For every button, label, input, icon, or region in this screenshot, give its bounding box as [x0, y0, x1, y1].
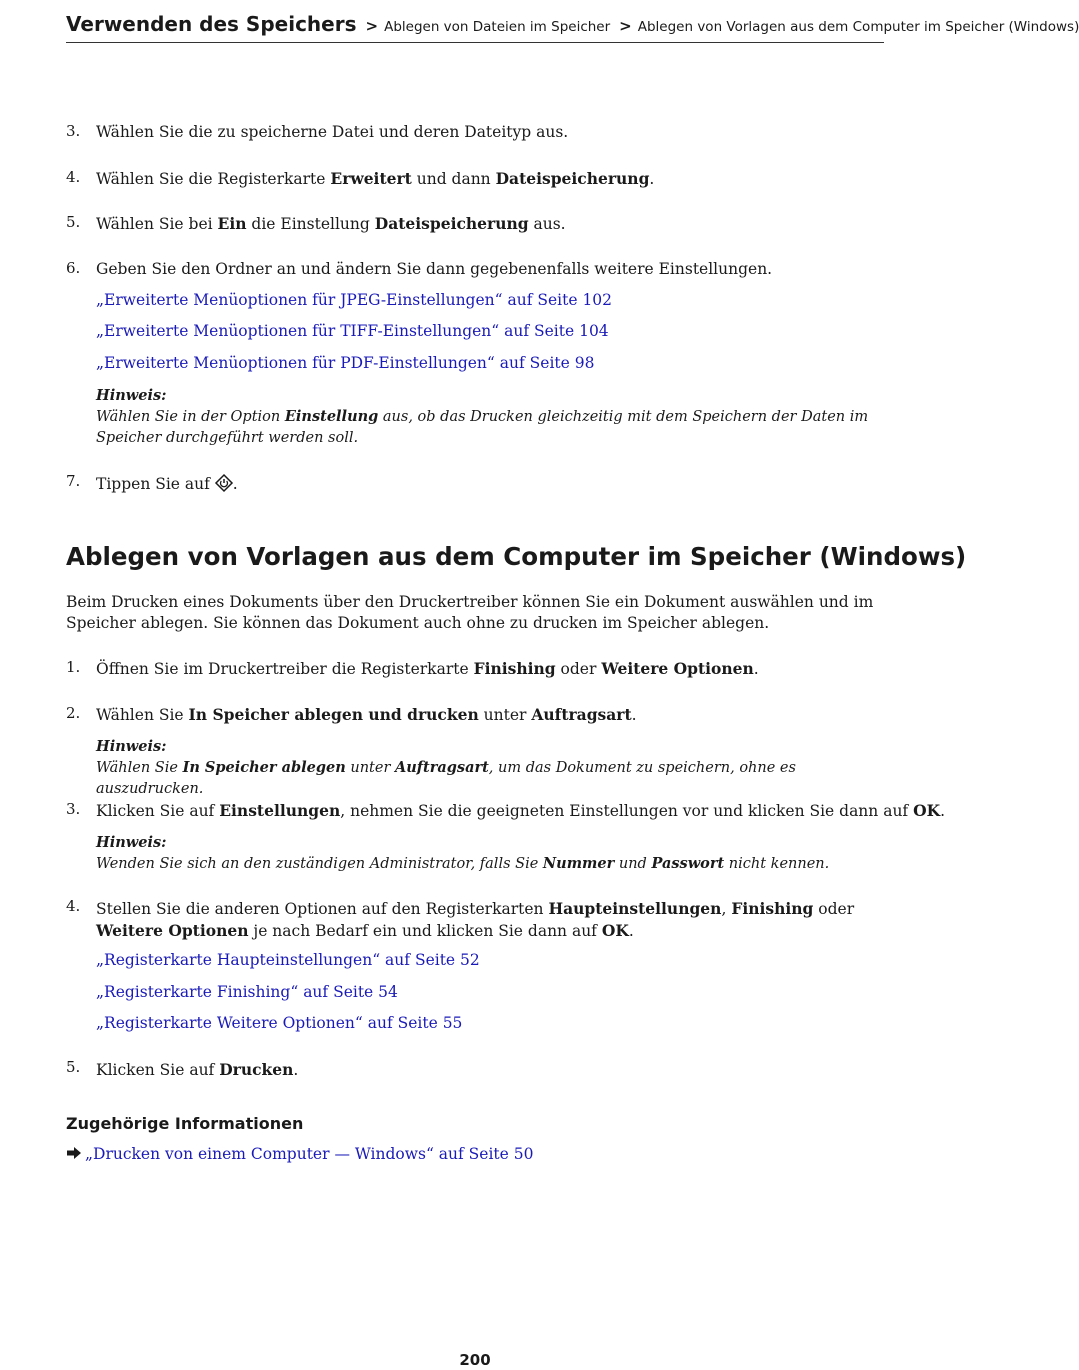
step-text: Wählen Sie die zu speicherne Datei und deren Dateityp aus.: [96, 123, 569, 141]
note-text: Wenden Sie sich an den zuständigen Administrator, falls Sie Nummer und Passwort nicht kennen.: [96, 855, 830, 872]
step-text: Wählen Sie In Speicher ablegen und drucken unter Auftragsart.: [96, 705, 637, 724]
step-text: Tippen Sie auf .: [96, 475, 238, 493]
step-number: 4.: [66, 897, 81, 915]
step-number: 3.: [66, 122, 81, 140]
link-jpeg-settings[interactable]: „Erweiterte Menüoptionen für JPEG-Einstellungen“ auf Seite 102: [96, 291, 613, 309]
step-number: 6.: [66, 259, 81, 277]
link-more-options-tab[interactable]: „Registerkarte Weitere Optionen“ auf Seite 55: [96, 1014, 463, 1032]
step-text: Öffnen Sie im Druckertreiber die Registerkarte Finishing oder Weitere Optionen.: [96, 659, 759, 678]
start-icon: [215, 474, 233, 492]
section-title: Ablegen von Vorlagen aus dem Computer im Speicher (Windows): [66, 542, 967, 571]
link-finishing-tab[interactable]: „Registerkarte Finishing“ auf Seite 54: [96, 983, 398, 1001]
related-link[interactable]: „Drucken von einem Computer — Windows“ auf Seite 50: [85, 1145, 534, 1163]
related-info-title: Zugehörige Informationen: [66, 1114, 304, 1133]
step-number: 5.: [66, 213, 81, 231]
link-pdf-settings[interactable]: „Erweiterte Menüoptionen für PDF-Einstellungen“ auf Seite 98: [96, 354, 595, 372]
breadcrumb-separator: >: [365, 17, 379, 35]
note-box: [96, 385, 876, 449]
breadcrumb-item-2[interactable]: Ablegen von Vorlagen aus dem Computer im Speicher (Windows): [637, 19, 1079, 35]
related-link-row[interactable]: [66, 1145, 534, 1163]
note-box: [96, 832, 876, 875]
note-title: Hinweis:: [96, 834, 167, 851]
link-main-settings-tab[interactable]: „Registerkarte Haupteinstellungen“ auf Seite 52: [96, 951, 480, 969]
step-text: Stellen Sie die anderen Optionen auf den Registerkarten Haupteinstellungen, Finishing oder Weitere Optionen je nach Bedarf ein und klicken Sie dann auf OK.: [96, 899, 855, 940]
breadcrumb-header: [66, 12, 1079, 43]
step-number: 7.: [66, 472, 81, 490]
arrow-right-icon: [66, 1146, 82, 1160]
page-number: 200: [459, 1351, 491, 1369]
step-number: 2.: [66, 704, 81, 722]
breadcrumb-separator: >: [619, 17, 632, 35]
step-number: 5.: [66, 1058, 81, 1076]
step-text: Klicken Sie auf Drucken.: [96, 1060, 299, 1079]
step-number: 1.: [66, 658, 81, 676]
note-box: [96, 736, 876, 800]
note-title: Hinweis:: [96, 738, 167, 755]
note-text: Wählen Sie in der Option Einstellung aus, ob das Drucken gleichzeitig mit dem Speichern der Daten im Speicher durchgeführt werden soll.: [96, 408, 869, 446]
link-tiff-settings[interactable]: „Erweiterte Menüoptionen für TIFF-Einstellungen“ auf Seite 104: [96, 322, 609, 340]
note-text: Wählen Sie In Speicher ablegen unter Auftragsart, um das Dokument zu speichern, ohne es auszudrucken.: [96, 759, 796, 797]
step-number: 4.: [66, 168, 81, 186]
note-title: Hinweis:: [96, 387, 167, 404]
step-text: Wählen Sie bei Ein die Einstellung Dateispeicherung aus.: [96, 214, 566, 233]
step-text: Klicken Sie auf Einstellungen, nehmen Sie die geeigneten Einstellungen vor und klicken Sie dann auf OK.: [96, 801, 946, 820]
breadcrumb-section[interactable]: Verwenden des Speichers: [66, 12, 357, 36]
breadcrumb-item-1[interactable]: Ablegen von Dateien im Speicher: [384, 19, 611, 35]
step-number: 3.: [66, 800, 81, 818]
intro-paragraph: Beim Drucken eines Dokuments über den Druckertreiber können Sie ein Dokument auswählen und im Speicher ablegen. Sie können das Dokument auch ohne zu drucken im Speicher ablegen.: [66, 593, 874, 632]
step-text: Wählen Sie die Registerkarte Erweitert und dann Dateispeicherung.: [96, 169, 655, 188]
step-text: Geben Sie den Ordner an und ändern Sie dann gegebenenfalls weitere Einstellungen.: [96, 260, 773, 278]
